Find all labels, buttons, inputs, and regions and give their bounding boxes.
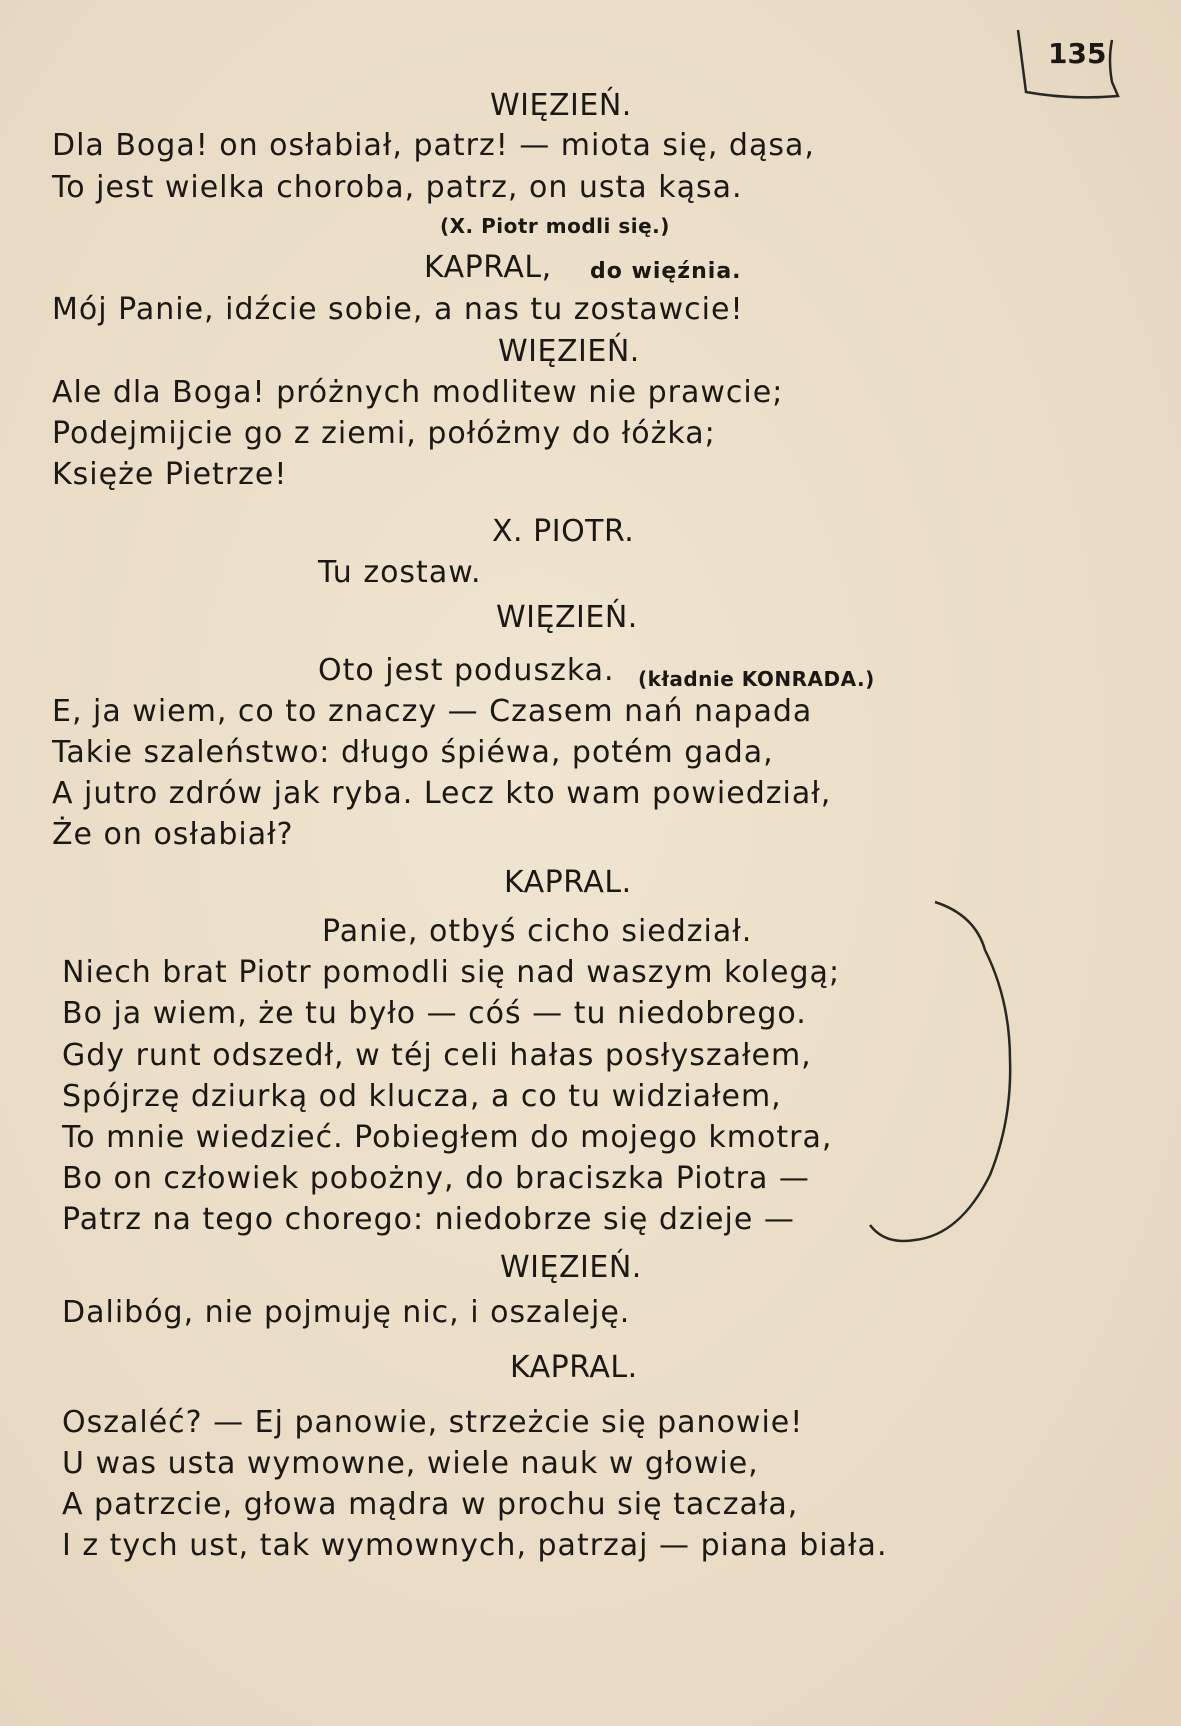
verse-line: Mój Panie, idźcie sobie, a nas tu zostawcie!	[52, 292, 744, 327]
verse-line: E, ja wiem, co to znaczy — Czasem nań napada	[52, 694, 813, 729]
speaker-heading: KAPRAL,	[424, 250, 552, 285]
verse-line: A patrzcie, głowa mądra w prochu się taczała,	[62, 1487, 799, 1522]
speaker-heading: KAPRAL.	[504, 865, 632, 900]
page-number: 135	[1048, 37, 1107, 70]
verse-line: Bo ja wiem, że tu było — cóś — tu niedobrego.	[62, 996, 807, 1031]
verse-line: Bo on człowiek pobożny, do braciszka Piotra —	[62, 1161, 810, 1196]
verse-line: A jutro zdrów jak ryba. Lecz kto wam powiedział,	[52, 776, 832, 811]
verse-line: To jest wielka choroba, patrz, on usta kąsa.	[52, 170, 743, 205]
verse-line: Tu zostaw.	[318, 555, 482, 590]
verse-line: Spójrzę dziurką od klucza, a co tu widziałem,	[62, 1079, 782, 1114]
verse-line: Patrz na tego chorego: niedobrze się dzieje —	[62, 1202, 795, 1237]
verse-line: Dalibóg, nie pojmuję nic, i oszaleję.	[62, 1295, 631, 1330]
speaker-heading: WIĘZIEŃ.	[500, 1250, 642, 1285]
verse-line: Dla Boga! on osłabiał, patrz! — miota się, dąsa,	[52, 128, 815, 163]
speaker-heading: X. PIOTR.	[492, 514, 635, 549]
stage-direction: do więźnia.	[590, 259, 742, 284]
verse-line: Że on osłabiał?	[52, 817, 294, 852]
verse-line: Ale dla Boga! próżnych modlitew nie prawcie;	[52, 375, 784, 410]
verse-line: Oto jest poduszka.	[318, 653, 615, 688]
verse-line: Panie, otbyś cicho siedział.	[322, 914, 753, 949]
speaker-heading: WIĘZIEŃ.	[496, 600, 638, 635]
stage-direction: (kładnie KONRADA.)	[638, 667, 875, 691]
speaker-heading: KAPRAL.	[510, 1350, 638, 1385]
verse-line: Gdy runt odszedł, w téj celi hałas posłyszałem,	[62, 1038, 812, 1073]
verse-line: Oszaléć? — Ej panowie, strzeżcie się panowie!	[62, 1405, 804, 1440]
verse-line: I z tych ust, tak wymownych, patrzaj — piana biała.	[62, 1528, 888, 1563]
verse-line: Księże Pietrze!	[52, 457, 288, 492]
verse-line: To mnie wiedzieć. Pobiegłem do mojego kmotra,	[62, 1120, 833, 1155]
verse-line: Niech brat Piotr pomodli się nad waszym kolegą;	[62, 955, 841, 990]
stage-direction: (X. Piotr modli się.)	[440, 214, 670, 238]
verse-line: U was usta wymowne, wiele nauk w głowie,	[62, 1446, 759, 1481]
speaker-heading: WIĘZIEŃ.	[498, 334, 640, 369]
margin-bracket-mark	[870, 902, 1010, 1241]
speaker-heading: WIĘZIEŃ.	[490, 88, 632, 123]
verse-line: Podejmijcie go z ziemi, połóżmy do łóżka;	[52, 416, 716, 451]
verse-line: Takie szaleństwo: długo śpiéwa, potém gada,	[52, 735, 774, 770]
